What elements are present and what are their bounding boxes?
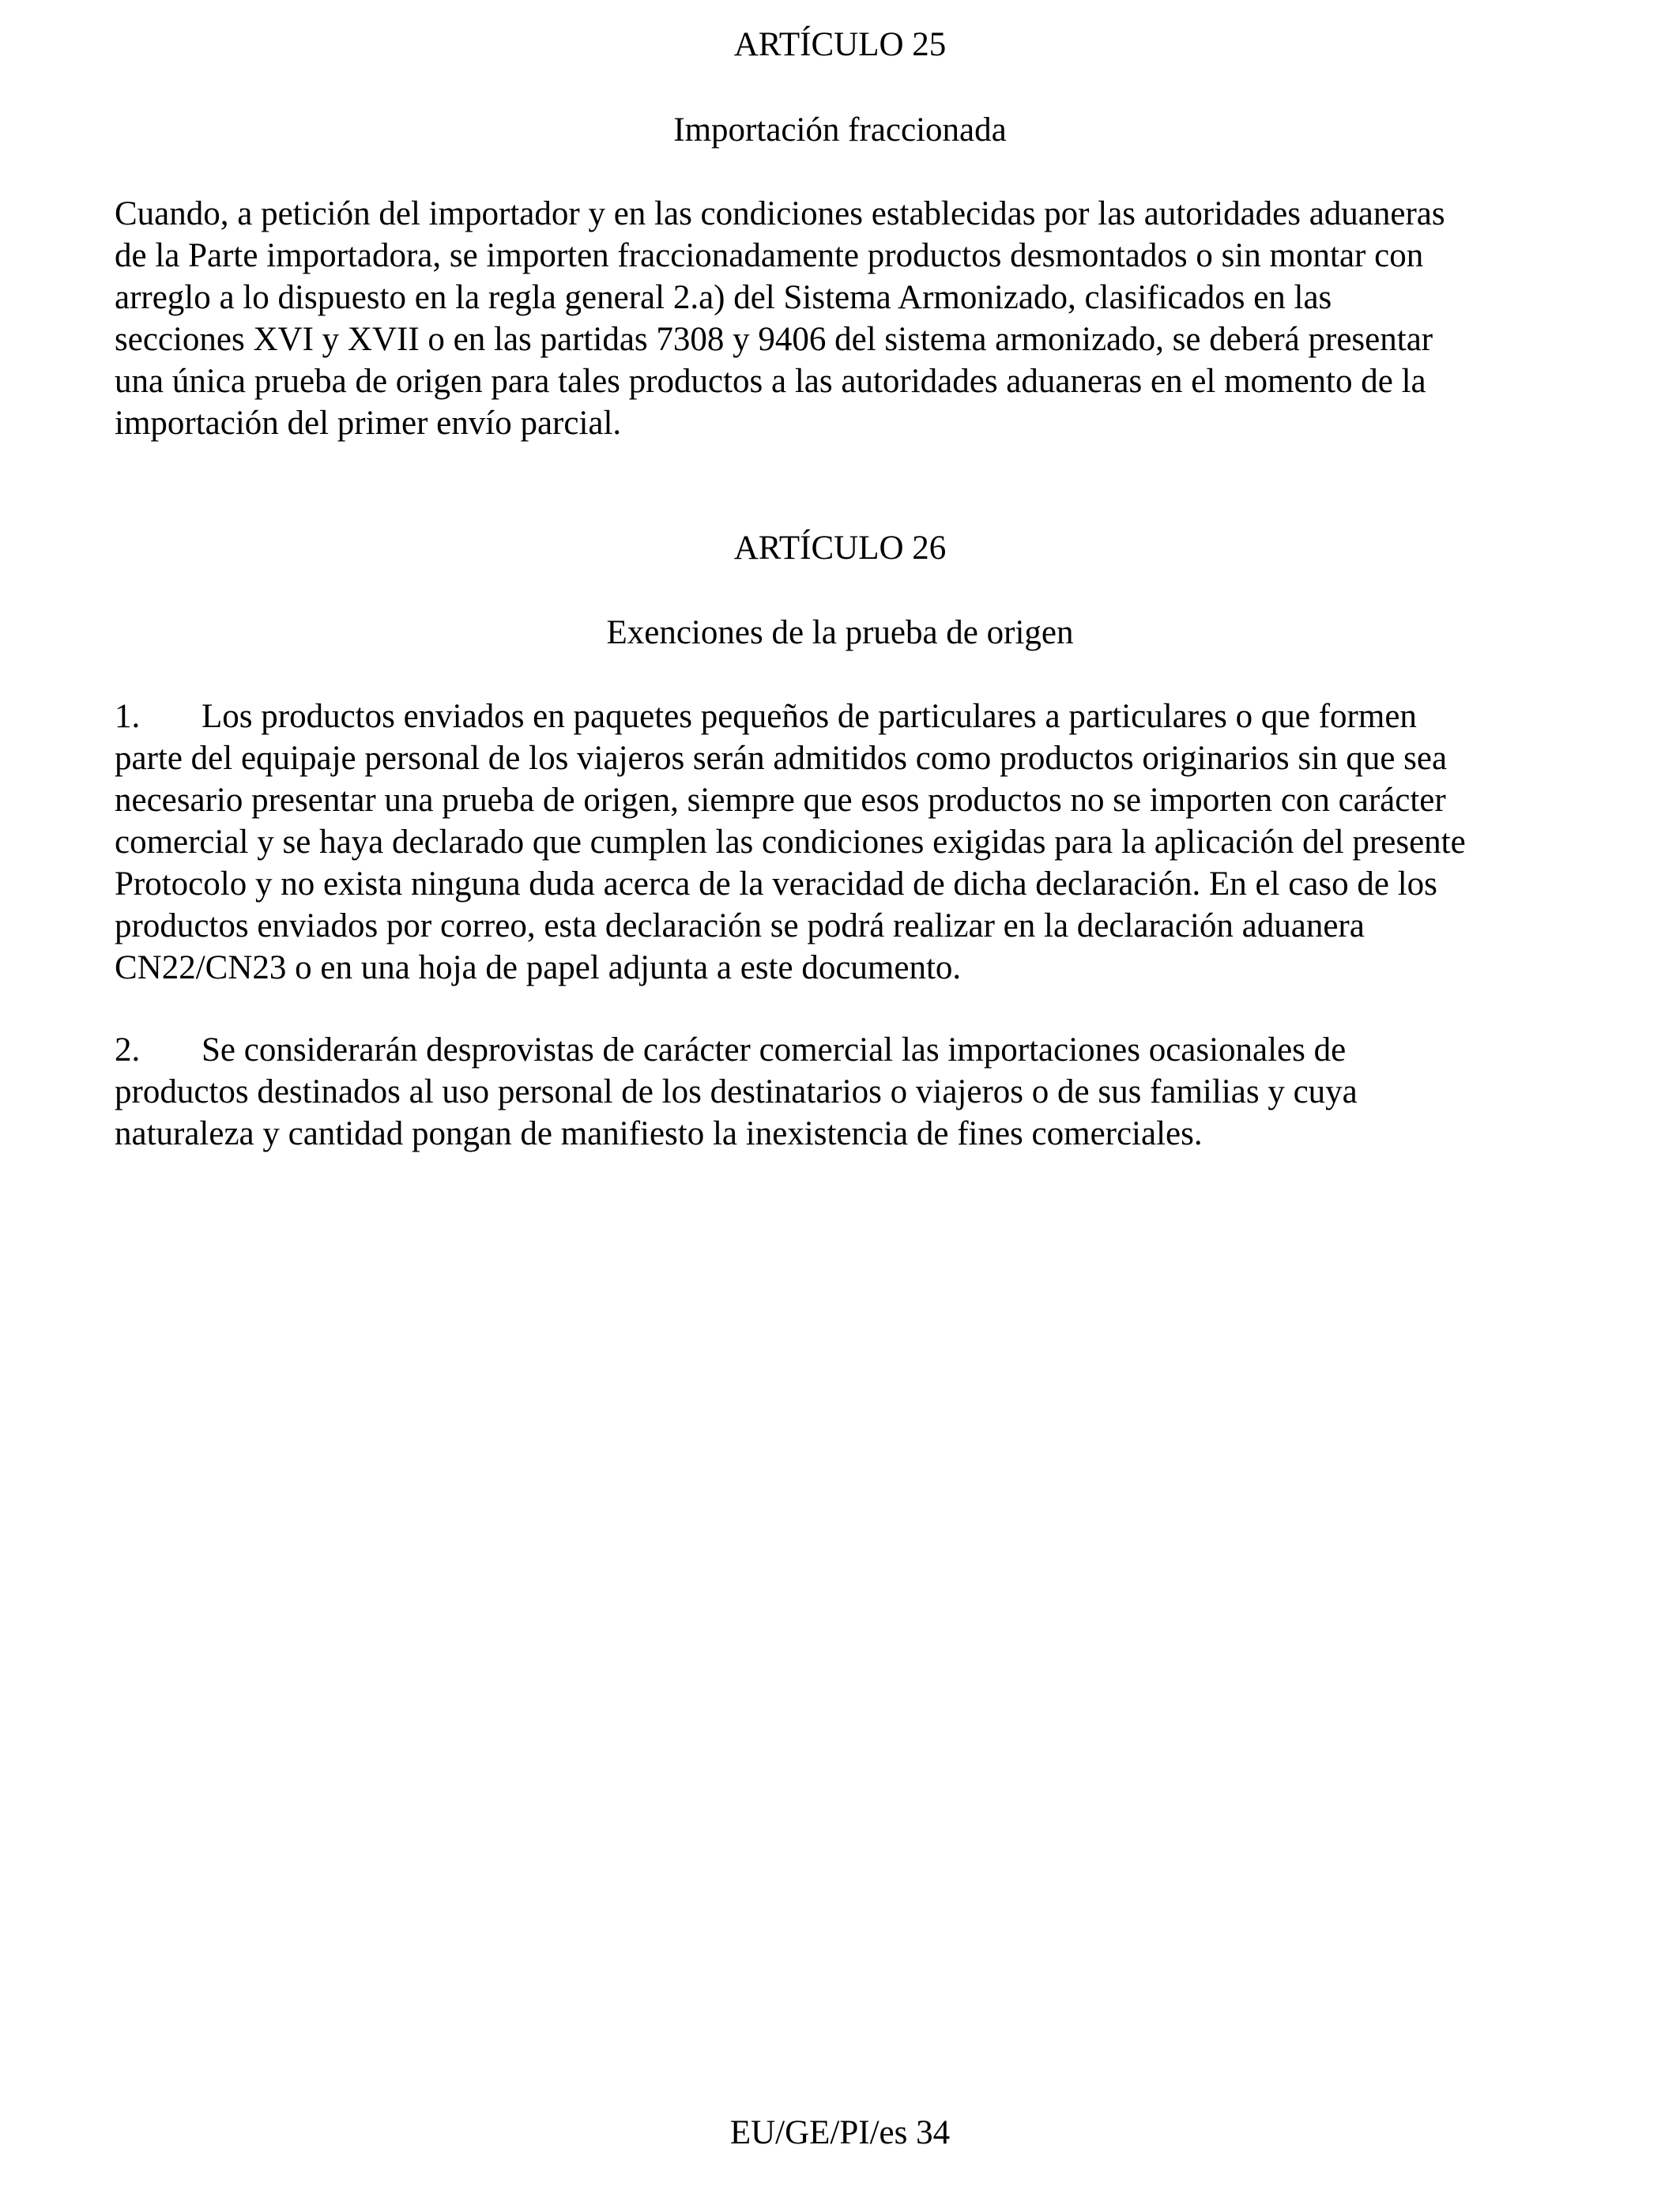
article-26-title: Exenciones de la prueba de origen <box>606 614 1074 651</box>
paragraph-line: Cuando, a petición del importador y en las condiciones establecidas por las autoridades aduaneras <box>115 195 1445 232</box>
item-text: Se considerarán desprovistas de carácter comercial las importaciones ocasionales de <box>202 1031 1347 1069</box>
article-26-heading: ARTÍCULO 26 <box>733 530 947 567</box>
paragraph-line: necesario presentar una prueba de origen, siempre que esos productos no se importen con carácter <box>115 782 1446 819</box>
paragraph-line: importación del primer envío parcial. <box>115 405 622 442</box>
paragraph-line: parte del equipaje personal de los viajeros serán admitidos como productos originarios sin que sea <box>115 740 1448 777</box>
paragraph-line: comercial y se haya declarado que cumplen las condiciones exigidas para la aplicación del presente <box>115 824 1466 861</box>
paragraph-line: productos destinados al uso personal de los destinatarios o viajeros o de sus familias y cuya <box>115 1073 1358 1110</box>
paragraph-line: arreglo a lo dispuesto en la regla general 2.a) del Sistema Armonizado, clasificados en las <box>115 279 1332 316</box>
paragraph-line <box>115 1029 1569 1071</box>
article-25-title: Importación fraccionada <box>673 111 1007 149</box>
paragraph-line: una única prueba de origen para tales productos a las autoridades aduaneras en el momento de la <box>115 363 1426 400</box>
paragraph-line: CN22/CN23 o en una hoja de papel adjunta a este documento. <box>115 949 962 986</box>
paragraph-line <box>115 696 1569 737</box>
article-25-heading: ARTÍCULO 25 <box>733 26 947 63</box>
article-26-item-1 <box>115 696 1569 989</box>
item-number: 2. <box>115 1031 141 1069</box>
page-footer-reference: EU/GE/PI/es 34 <box>729 2114 951 2151</box>
paragraph-line: productos enviados por correo, esta declaración se podrá realizar en la declaración aduanera <box>115 907 1365 944</box>
article-25-paragraph <box>115 193 1569 444</box>
article-26-item-2 <box>115 1029 1569 1155</box>
paragraph-line: secciones XVI y XVII o en las partidas 7308 y 9406 del sistema armonizado, se deberá presentar <box>115 321 1433 358</box>
paragraph-line: de la Parte importadora, se importen fraccionadamente productos desmontados o sin montar con <box>115 237 1424 274</box>
paragraph-line: naturaleza y cantidad pongan de manifiesto la inexistencia de fines comerciales. <box>115 1115 1203 1152</box>
paragraph-line: Protocolo y no exista ninguna duda acerca de la veracidad de dicha declaración. En el caso de los <box>115 865 1437 903</box>
item-number: 1. <box>115 698 141 735</box>
item-text: Los productos enviados en paquetes pequeños de particulares a particulares o que formen <box>202 698 1417 735</box>
